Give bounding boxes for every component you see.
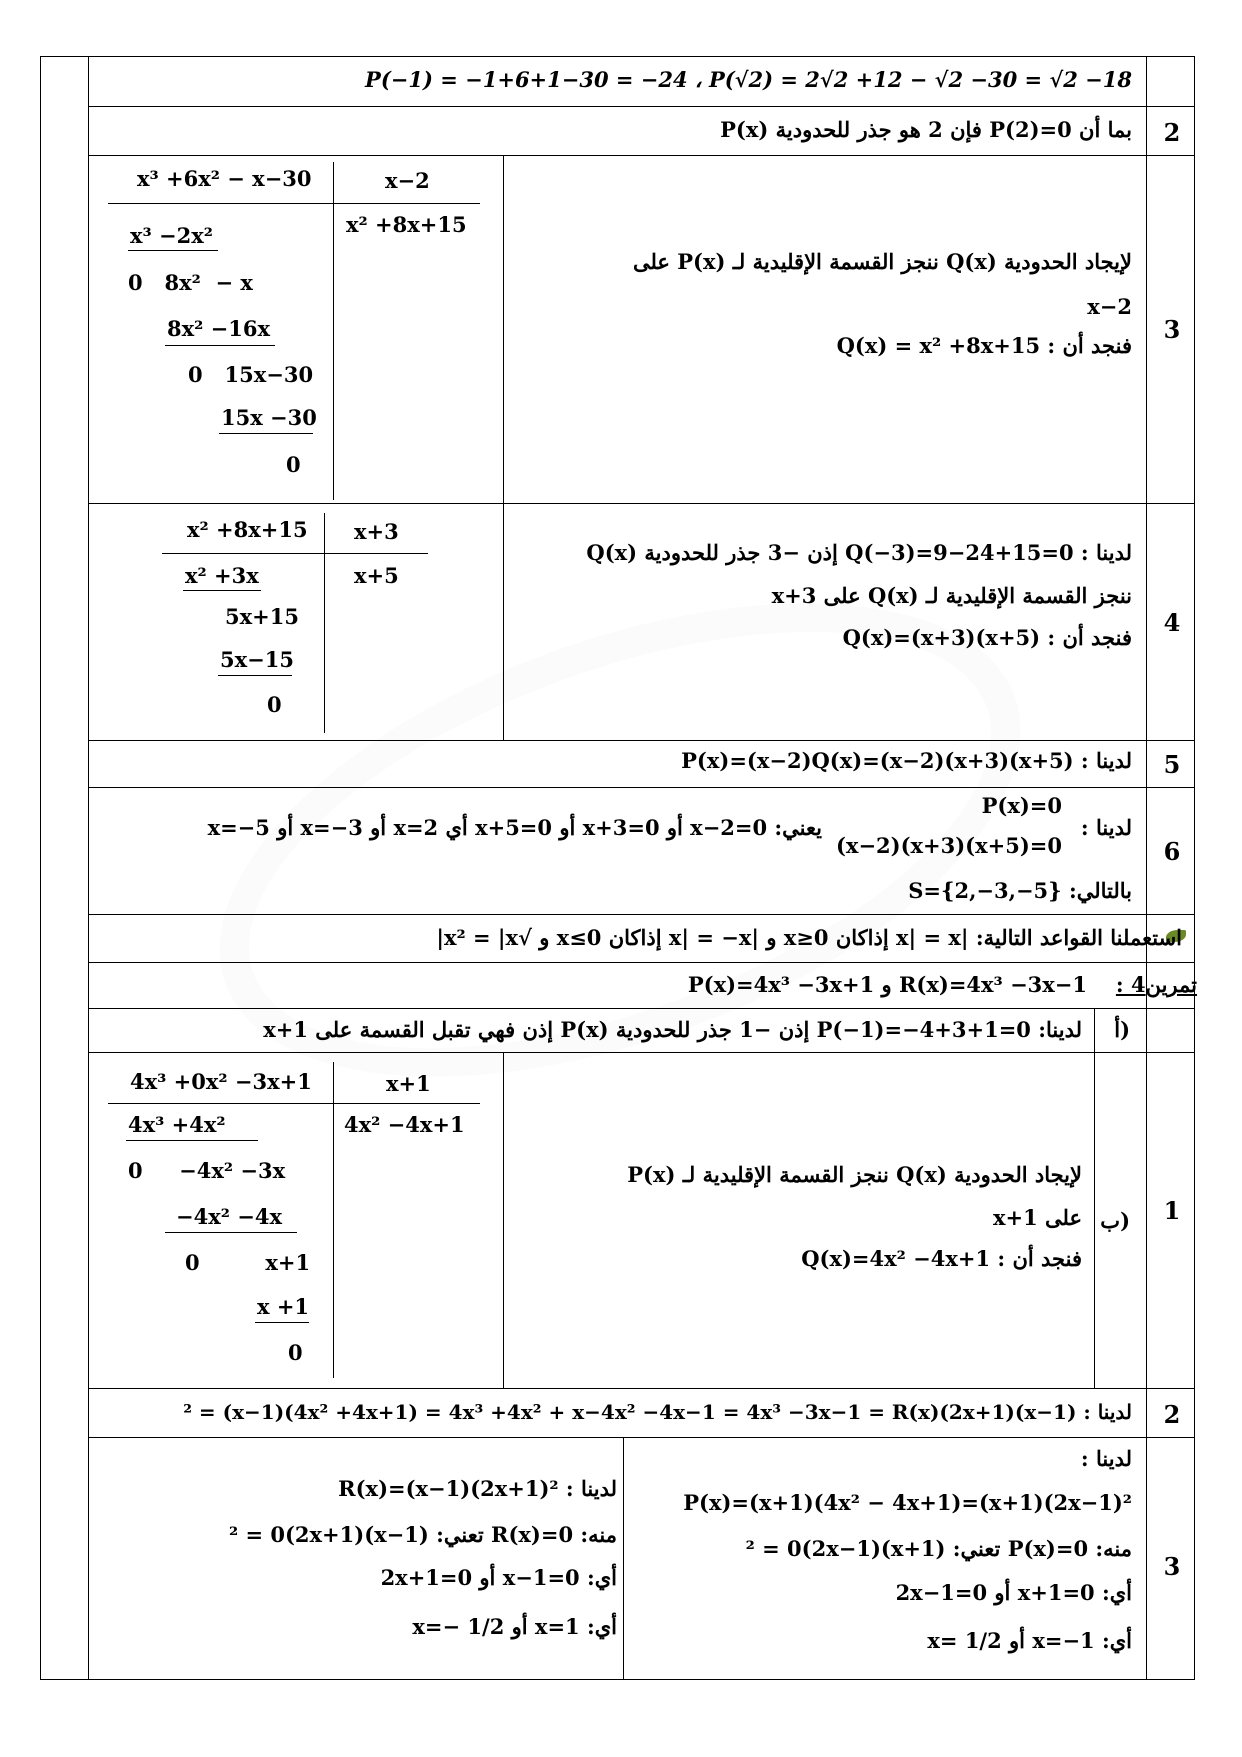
row3-text: لإيجاد الحدودية Q(x) ننجز القسمة الإقليدية لـ P(x) على [632,249,1132,274]
rules-text: استعملنا القواعد التالية: |x| = x إذاكان x≥0 و |x| = −x إذاكان x≤0 و √x² = |x| [436,925,1182,950]
row-e3-right: أي: x+1=0 أو 2x−1=0 [895,1580,1132,1605]
division-line: 0 [286,452,301,477]
division-line: x³ −2x² [130,223,213,248]
part-a-text: لدينا: P(−1)=−4+3+1=0 إذن −1 جذر للحدودية P(x) إذن فهي تقبل القسمة على x+1 [263,1017,1082,1042]
row-e3-left: لدينا : R(x)=(x−1)(2x+1)² [338,1476,617,1501]
part-b-text: على x+1 [992,1205,1082,1230]
division-line: 5x+15 [225,604,299,629]
division-line: 8x² −16x [167,316,270,341]
division-divisor: x+3 [354,519,399,544]
p-values-line: P(−1) = −1+6+1−30 = −24 ، P(√2) = 2√2 +12 − √2 −30 = √2 −18 [365,67,1132,92]
division-line: 5x−15 [220,647,294,672]
division-dividend: 4x³ +0x² −3x+1 [130,1069,312,1094]
part-letter: ب) [1100,1208,1130,1233]
row6-eq: (x−2)(x+3)(x+5)=0 [835,833,1062,858]
part-letter: أ) [1114,1017,1130,1042]
division-quotient: 4x² −4x+1 [344,1112,465,1137]
row-number: 6 [1163,837,1181,866]
part-b-text: فنجد أن : Q(x)=4x² −4x+1 [801,1246,1082,1271]
row5-text: لدينا : P(x)=(x−2)Q(x)=(x−2)(x+3)(x+5) [681,748,1132,773]
division-line: 0 x+1 [185,1250,311,1275]
division-dividend: x³ +6x² − x−30 [137,166,312,191]
row3-text: x−2 [1087,294,1132,319]
row4-text: ننجز القسمة الإقليدية لـ Q(x) على x+3 [771,583,1132,608]
division-line: x +1 [257,1294,310,1319]
row-number: 2 [1163,118,1181,147]
row6-eq: P(x)=0 [981,793,1062,818]
row-e3-left: منه: R(x)=0 تعني: (x−1)(2x+1)² = 0 [228,1522,617,1547]
row-e3-left: أي: x=1 أو x=− 1/2 [412,1614,617,1639]
division-quotient: x² +8x+15 [346,212,467,237]
division-quotient: x+5 [354,563,399,588]
exercise-text: P(x)=4x³ −3x+1 و R(x)=4x³ −3x−1 [687,972,1087,997]
row6-label: لدينا : [1080,815,1132,840]
row-number: 1 [1163,1196,1181,1225]
division-line: 0 8x² − x [128,270,253,295]
row6-means: يعني: x−2=0 أو x+3=0 أو x+5=0 أي x=2 أو x=−3 أو x=−5 [207,815,822,840]
row-number: 3 [1163,315,1181,344]
division-line: 15x −30 [221,405,317,430]
part-b-text: لإيجاد الحدودية Q(x) ننجز القسمة الإقليدية لـ P(x) [627,1162,1082,1187]
division-divisor: x+1 [386,1071,431,1096]
row-e2-text: لدينا : (x−1)(2x+1)² = (x−1)(4x² +4x+1) = 4x³ +4x² + x−4x² −4x−1 = 4x³ −3x−1 = R(x) [183,1400,1132,1424]
row-e3-right: منه: P(x)=0 تعني: (x+1)(2x−1)² = 0 [745,1536,1132,1561]
division-line: 4x³ +4x² [128,1112,226,1137]
row-number: 5 [1163,750,1181,779]
row3-text: فنجد أن : Q(x) = x² +8x+15 [836,333,1132,358]
row-number: 2 [1163,1400,1181,1429]
row2-text: بما أن P(2)=0 فإن 2 هو جذر للحدودية P(x) [720,117,1132,142]
division-line: 0 [267,692,282,717]
row4-text: لدينا : Q(−3)=9−24+15=0 إذن −3 جذر للحدودية Q(x) [586,540,1132,565]
division-divisor: x−2 [385,168,430,193]
row-e3-right: أي: x=−1 أو x= 1/2 [927,1628,1132,1653]
row-e3-right: لدينا : [1080,1446,1132,1471]
row4-text: فنجد أن : Q(x)=(x+3)(x+5) [842,625,1132,650]
division-line: 0 15x−30 [188,362,314,387]
row-number: 4 [1163,608,1181,637]
division-line: 0 [288,1340,303,1365]
division-dividend: x² +8x+15 [187,517,308,542]
division-line: 0 −4x² −3x [128,1158,286,1183]
row-e3-left: أي: x−1=0 أو 2x+1=0 [380,1565,617,1590]
row-e3-right: P(x)=(x+1)(4x² − 4x+1)=(x+1)(2x−1)² [683,1490,1132,1515]
exercise-title: تمرين4 : [1115,972,1197,997]
row6-result: بالتالي: S={2,−3,−5} [908,878,1132,903]
division-line: −4x² −4x [176,1204,282,1229]
division-line: x² +3x [185,563,259,588]
row-number: 3 [1163,1552,1181,1581]
